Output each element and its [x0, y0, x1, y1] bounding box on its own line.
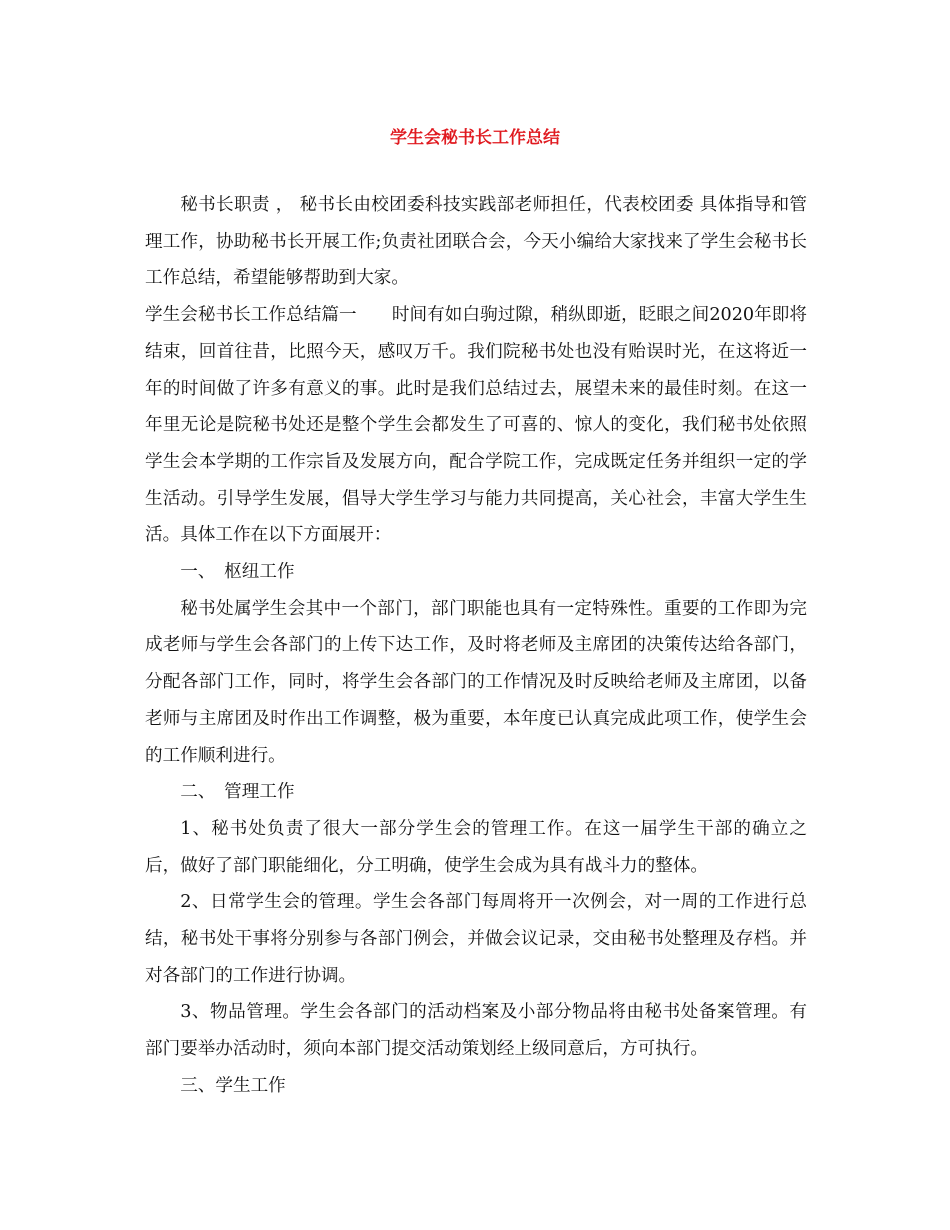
document-title: 学生会秘书长工作总结	[390, 128, 560, 148]
list-item-management-3: 3、物品管理。学生会各部门的活动档案及小部分物品将由秘书处备案管理。有部门要举办活动时，须向本部门提交活动策划经上级同意后，方可执行。	[145, 1002, 807, 1060]
list-item-management-2: 2、日常学生会的管理。学生会各部门每周将开一次例会，对一周的工作进行总结，秘书处干事将分别参与各部门例会，并做会议记录，交由秘书处整理及存档。并对各部门的工作进行协调。	[145, 892, 807, 986]
list-item-management-1: 1、秘书处负责了很大一部分学生会的管理工作。在这一届学生干部的确立之后，做好了部门职能细化，分工明确，使学生会成为具有战斗力的整体。	[145, 818, 807, 876]
section-heading-hub-work: 一、 枢纽工作	[180, 562, 295, 583]
paragraph-hub-work: 秘书处属学生会其中一个部门，部门职能也具有一定特殊性。重要的工作即为完成老师与学生会各部门的上传下达工作，及时将老师及主席团的决策传达给各部门，分配各部门工作，同时，将学生会各部门的工作情况及时反映给老师及主席团，以备老师与主席团及时作出工作调整，极为重要，本年度已认真完成此项工作，使学生会的工作顺利进行。	[145, 598, 807, 766]
section-heading-management-work: 二、 管理工作	[180, 782, 295, 803]
paragraph-intro: 秘书长职责 ， 秘书长由校团委科技实践部老师担任，代表校团委 具体指导和管理工作，协助秘书长开展工作;负责社团联合会，今天小编给大家找来了学生会秘书长工作总结，希望能够帮助到大家。	[145, 195, 807, 289]
section-heading-student-work: 三、学生工作	[180, 1075, 286, 1096]
document-body	[145, 187, 807, 1105]
paragraph-part-one: 学生会秘书长工作总结篇一 时间有如白驹过隙，稍纵即逝，眨眼之间2020年即将结束，回首往昔，比照今天，感叹万千。我们院秘书处也没有贻误时光，在这将近一年的时间做了许多有意义的事。此时是我们总结过去，展望未来的最佳时刻。在这一年里无论是院秘书处还是整个学生会都发生了可喜的、惊人的变化，我们秘书处依照学生会本学期的工作宗旨及发展方向，配合学院工作，完成既定任务并组织一定的学生活动。引导学生发展，倡导大学生学习与能力共同提高，关心社会，丰富大学生生活。具体工作在以下方面展开：	[145, 305, 807, 546]
